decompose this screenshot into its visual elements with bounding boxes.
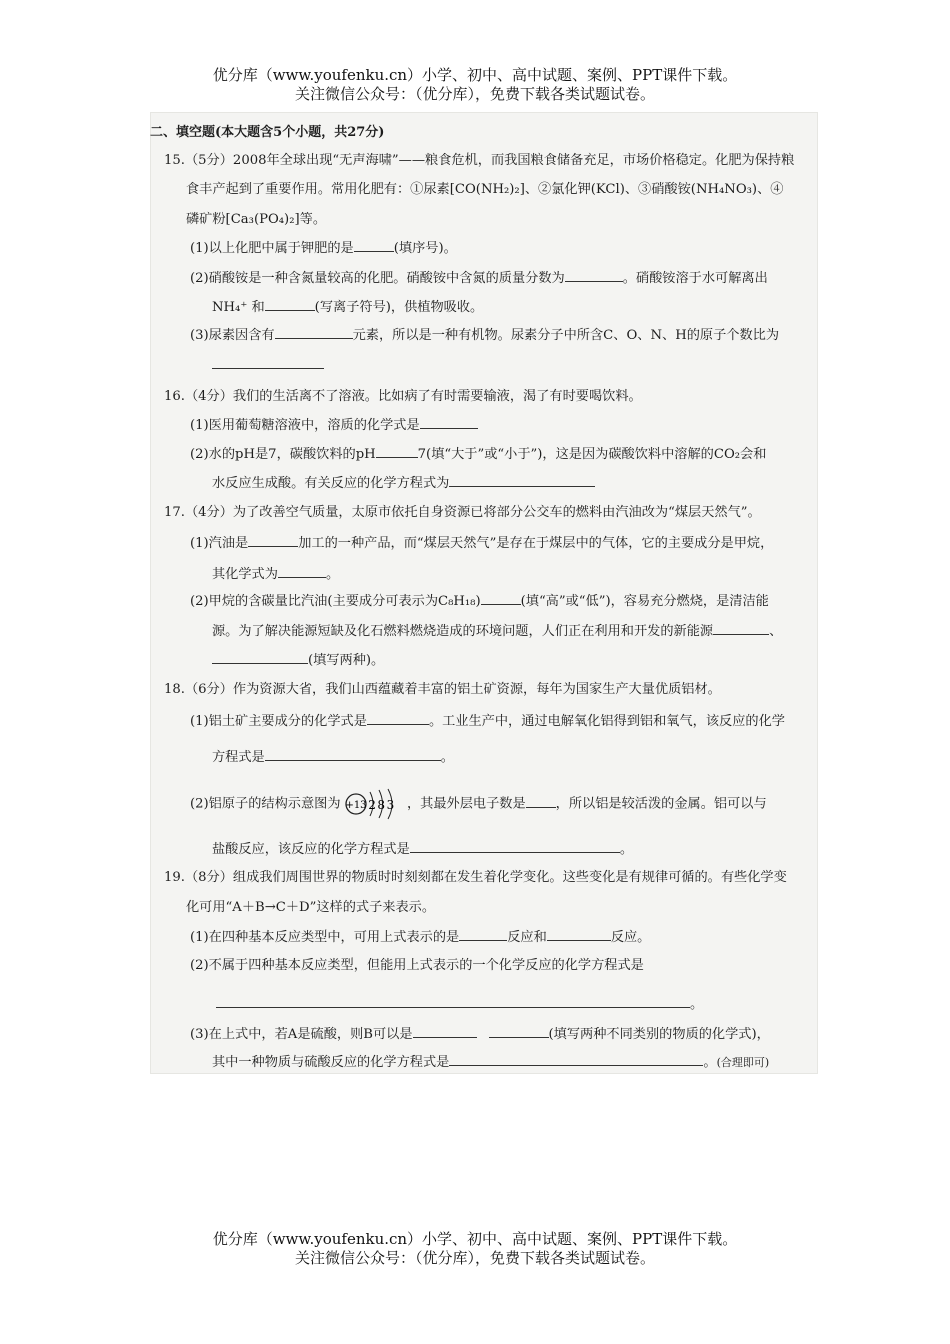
q15-part-3-cont (212, 356, 324, 375)
answer-blank[interactable] (265, 748, 441, 761)
header-line-1: 优分库（www.youfenku.cn）小学、初中、高中试题、案例、PPT课件下载。 (212, 66, 738, 84)
footer-line-2: 关注微信公众号：（优分库），免费下载各类试题试卷。 (294, 1249, 655, 1267)
q17-part-2: (2)甲烷的含碳量比汽油(主要成分可表示为C₈H₁₈) (填“高”或“低”)，容易充分燃烧，是清洁能 (190, 594, 769, 609)
answer-blank[interactable] (248, 534, 298, 547)
q18-part-1-cont: 方程式是 。 (212, 750, 454, 765)
q17-part-1: (1)汽油是 加工的一种产品，而“煤层天然气”是存在于煤层中的气体，它的主要成分是甲烷， (190, 536, 774, 551)
q18-part-2-cont: 盐酸反应，该反应的化学方程式是 。 (212, 842, 633, 857)
aluminum-atom-structure-diagram (345, 791, 403, 817)
q17-part-1-cont: 其化学式为 。 (212, 567, 340, 582)
atom-nucleus-label: +13 (345, 800, 367, 811)
q15-line-3: 磷矿粉[Ca₃(PO₄)₂]等。 (186, 212, 327, 227)
answer-blank[interactable] (410, 840, 620, 853)
q16-part-2: (2)水的pH是7，碳酸饮料的pH 7(填“大于”或“小于”)，这是因为碳酸饮料中溶解的CO₂会和 (190, 447, 767, 462)
answer-blank[interactable] (526, 795, 556, 808)
answer-blank[interactable] (216, 995, 690, 1008)
answer-blank[interactable] (713, 622, 769, 635)
answer-blank[interactable] (481, 592, 521, 605)
section-title: 二、填空题(本大题含5个小题，共27分) (150, 125, 385, 140)
answer-blank[interactable] (354, 239, 394, 252)
answer-blank[interactable] (367, 712, 429, 725)
q19-part-3-cont: 其中一种物质与硫酸反应的化学方程式是 。(合理即可) (212, 1055, 770, 1070)
q15-part-2-cont: NH₄⁺ 和 (写离子符号)，供植物吸收。 (212, 300, 484, 315)
answer-blank[interactable] (565, 269, 623, 282)
q17-part-2-end: (填写两种)。 (212, 651, 384, 670)
footer-line-1: 优分库（www.youfenku.cn）小学、初中、高中试题、案例、PPT课件下载。 (212, 1230, 738, 1248)
q16-part-1: (1)医用葡萄糖溶液中，溶质的化学式是 (190, 416, 478, 435)
q15-part-1: (1)以上化肥中属于钾肥的是 (填序号)。 (190, 241, 457, 256)
q19-part-2: (2)不属于四种基本反应类型，但能用上式表示的一个化学反应的化学方程式是 (190, 958, 644, 973)
page-header (0, 66, 950, 104)
answer-blank[interactable] (265, 298, 315, 311)
q15-line-1: 15.（5分）2008年全球出现“无声海啸”——粮食危机，而我国粮食储备充足，市场价格稳定。化肥为保持粮 (164, 153, 795, 168)
q17-line-1: 17.（4分）为了改善空气质量，太原市依托自身资源已将部分公交车的燃料由汽油改为“煤层天然气”。 (164, 505, 761, 520)
answer-blank[interactable] (449, 1053, 703, 1066)
answer-blank[interactable] (212, 651, 308, 664)
q16-part-2-cont: 水反应生成酸。有关反应的化学方程式为 (212, 474, 595, 493)
answer-blank[interactable] (420, 416, 478, 429)
q19-line-1: 19.（8分）组成我们周围世界的物质时时刻刻都在发生着化学变化。这些变化是有规律可循的。有些化学变 (164, 870, 787, 885)
answer-blank[interactable] (489, 1025, 549, 1038)
q16-line-1: 16.（4分）我们的生活离不了溶液。比如病了有时需要输液，渴了有时要喝饮料。 (164, 389, 642, 404)
q19-part-2-cont: 。 (216, 995, 703, 1014)
q18-part-2: (2)铝原子的结构示意图为 +13 283 ，其最外层电子数是 ，所以铝是较活泼的金属。铝可以与 (190, 791, 767, 817)
answer-blank[interactable] (278, 565, 326, 578)
q19-part-1: (1)在四种基本反应类型中，可用上式表示的是 反应和 反应。 (190, 930, 651, 945)
q19-part-3: (3)在上式中，若A是硫酸，则B可以是 (填写两种不同类别的物质的化学式)， (190, 1027, 770, 1042)
note-reasonable: (合理即可) (716, 1056, 770, 1069)
answer-blank[interactable] (212, 356, 324, 369)
answer-blank[interactable] (449, 474, 595, 487)
answer-blank[interactable] (275, 326, 353, 339)
q15-part-2: (2)硝酸铵是一种含氮量较高的化肥。硝酸铵中含氮的质量分数为 。硝酸铵溶于水可解离出 (190, 271, 768, 286)
answer-blank[interactable] (547, 928, 611, 941)
page-footer (0, 1230, 950, 1268)
q15-line-2: 食丰产起到了重要作用。常用化肥有：①尿素[CO(NH₂)₂]、②氯化钾(KCl)、③硝酸铵(NH₄NO₃)、④ (186, 182, 784, 197)
answer-blank[interactable] (459, 928, 507, 941)
q17-part-2-cont: 源。为了解决能源短缺及化石燃料燃烧造成的环境问题，人们正在利用和开发的新能源 、 (212, 624, 783, 639)
q15-part-3: (3)尿素因含有 元素，所以是一种有机物。尿素分子中所含C、O、N、H的原子个数比为 (190, 328, 780, 343)
header-line-2: 关注微信公众号：（优分库），免费下载各类试题试卷。 (294, 85, 655, 103)
answer-blank[interactable] (376, 445, 418, 458)
answer-blank[interactable] (413, 1025, 477, 1038)
q19-line-2: 化可用“A＋B→C＋D”这样的式子来表示。 (186, 900, 436, 915)
q18-part-1: (1)铝土矿主要成分的化学式是 。工业生产中，通过电解氧化铝得到铝和氧气，该反应的化学 (190, 714, 785, 729)
atom-shells-label: 283 (368, 798, 396, 812)
q18-line-1: 18.（6分）作为资源大省，我们山西蕴藏着丰富的铝土矿资源，每年为国家生产大量优质铝材。 (164, 682, 721, 697)
